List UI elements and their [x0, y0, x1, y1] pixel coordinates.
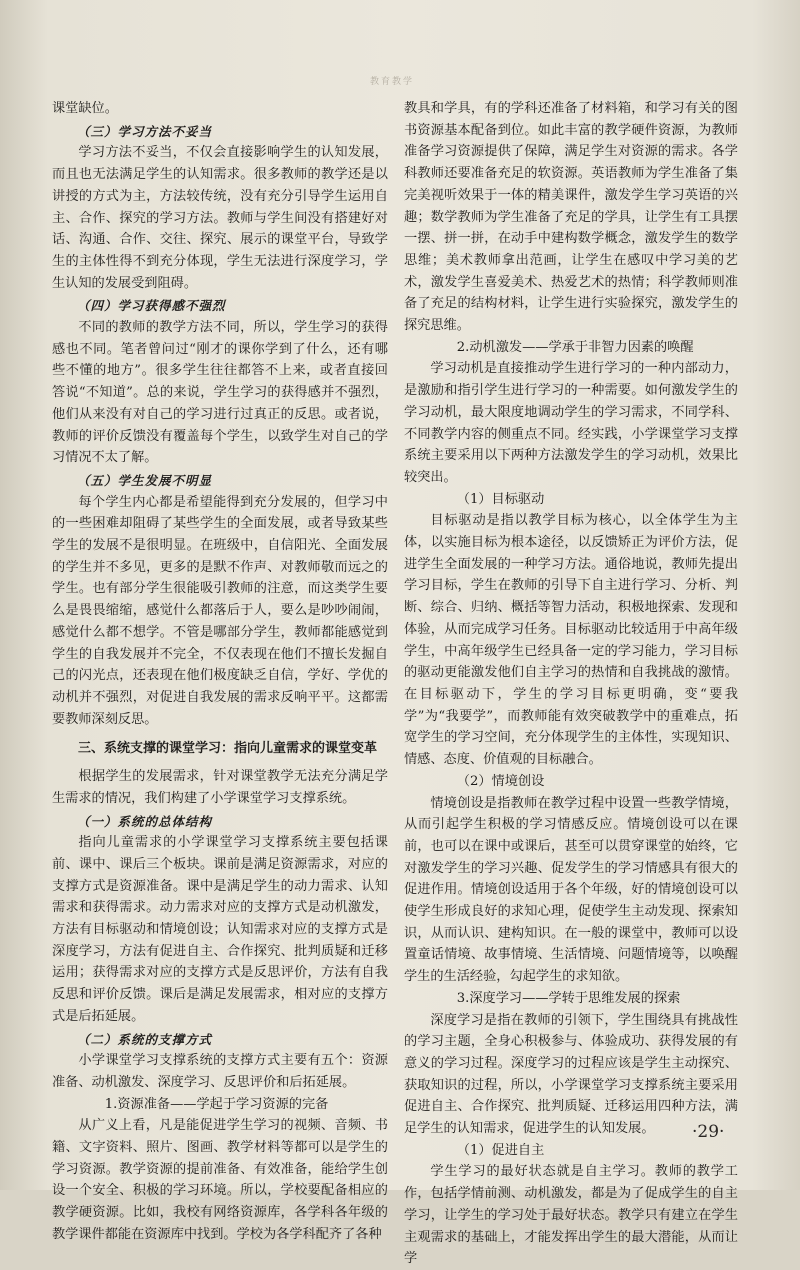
right-column-paragraph: 学习动机是直接推动学生进行学习的一种内部动力，是激励和指引学生进行学习的一种需要。如何激发学生的学习动机，最大限度地调动学生的学习需求，不同学科、不同教学内容的侧重点不同。经实践，小学课堂学习支撑系统主要采用以下两种方法激发学生的学习动机，效果比较突出。 [404, 361, 738, 485]
right-column-paragraph: 深度学习是指在教师的引领下，学生围绕具有挑战性的学习主题，全身心积极参与、体验成功、获得发展的有意义的学习过程。深度学习的过程应该是学生主动探究、获取知识的过程，所以，小学课堂学习支撑系统主要采用促进自主、合作探究、批判质疑、迁移运用四种方法，满足学生的认知需求，促进学生的认知发展。 [404, 1012, 738, 1137]
subsection-heading: （三）学习方法不妥当 [77, 123, 213, 139]
right-column-paragraph: 学生学习的最好状态就是自主学习。教师的教学工作，包括学情前测、动机激发，都是为了促成学生的自主学习，让学生的学习处于最好状态。教学只有建立在学生主观需求的基础上，才能发挥出学生的最大潜能，从而让学 [404, 1164, 738, 1267]
sub-subsection-heading: （2）情境创设 [456, 773, 545, 789]
subsection-heading: （四）学习获得感不强烈 [77, 298, 226, 314]
sub-subsection-heading: （1）促进自主 [456, 1142, 545, 1158]
right-column [404, 98, 738, 1270]
left-column-paragraph: 从广义上看，凡是能促进学生学习的视频、音频、书籍、文字资料、照片、图画、教学材料等都可以是学生的学习资源。教学资源的提前准备、有效准备，能给学生创设一个安全、积极的学习环境。所以，学校要配备相应的教学硬资源。比如，我校有网络资源库，各学科各年级的教学课件都能在资源库中找到。学校为各学科配齐了各种 [52, 1118, 388, 1242]
left-column-paragraph: 指向儿童需求的小学课堂学习支撑系统主要包括课前、课中、课后三个板块。课前是满足资源需求，对应的支撑方式是资源准备。课中是满足学生的动力需求、认知需求和获得需求。动力需求对应的支撑方式是动机激发，方法有目标驱动和情境创设；认知需求对应的支撑方式是深度学习，方法有促进自主、合作探究、批判质疑和迁移运用；获得需求对应的支撑方式是反思评价，方法有自我反思和评价反馈。课后是满足发展需求，相对应的支撑方式是后拓延展。 [52, 835, 388, 1024]
sub-subsection-heading: 2.动机激发——学承于非智力因素的唤醒 [456, 339, 694, 355]
left-column-paragraph: 课堂缺位。 [52, 101, 118, 116]
left-column-paragraph: 根据学生的发展需求，针对课堂教学无法充分满足学生需求的情况，我们构建了小学课堂学习支撑系统。 [52, 769, 388, 806]
subsection-heading: （一）系统的总体结构 [77, 813, 213, 829]
sub-subsection-heading: （1）目标驱动 [456, 491, 545, 507]
right-column-paragraph: 教具和学具，有的学科还准备了材料箱，和学习有关的图书资源基本配备到位。如此丰富的教学硬件资源，为教师准备学习资源提供了保障，满足学生对资源的需求。各学科教师还要准备充足的软资源。英语教师为学生准备了集完美视听效果于一体的精美课件，激发学生学习英语的兴趣；数学教师为学生准备了充足的学具，让学生有工具摆一摆、拼一拼，在动手中建构数学概念，激发学生的数学思维；美术教师拿出范画，让学生在感叹中学习美的艺术，激发学生喜爱美术、热爱艺术的热情；科学教师则准备了充足的结构材料，让学生进行实验探究，激发学生的探究思维。 [404, 101, 738, 334]
sub-subsection-heading: 1.资源准备——学起于学习资源的完备 [104, 1096, 329, 1112]
running-header: 教育教学 [370, 77, 415, 87]
left-column [52, 98, 388, 1246]
left-column-paragraph: 不同的教师的教学方法不同，所以，学生学习的获得感也不同。笔者曾问过“刚才的课你学到了什么，还有哪些不懂的地方”。很多学生往往都答不上来，或者直接回答说“不知道”。总的来说，学生学习的获得感并不强烈，他们从来没有对自己的学习进行过真正的反思。或者说，教师的评价反馈没有覆盖每个学生，以致学生对自己的学习情况不太了解。 [52, 320, 388, 466]
left-column-paragraph: 小学课堂学习支撑系统的支撑方式主要有五个：资源准备、动机激发、深度学习、反思评价和后拓延展。 [52, 1053, 388, 1090]
page-number: ·29· [692, 1122, 725, 1142]
left-column-paragraph: 每个学生内心都是希望能得到充分发展的，但学习中的一些困难却阻碍了某些学生的全面发展，或者导致某些学生的发展不是很明显。在班级中，自信阳光、全面发展的学生并不多见，更多的是默不作声、对教师敬而远之的学生。也有部分学生很能吸引教师的注意，而这类学生要么是畏畏缩缩，感觉什么都落后于人，要么是吵吵闹闹，感觉什么都不想学。不管是哪部分学生，教师都能感觉到学生的自我发展并不完全，不仅表现在他们不擅长发掘自己的闪光点，还表现在他们极度缺乏自信，学好、学优的动机并不强烈，对促进自我发展的需求反响平平。这都需要教师深刻反思。 [52, 494, 388, 727]
subsection-heading: （二）系统的支撑方式 [77, 1031, 213, 1047]
sub-subsection-heading: 3.深度学习——学转于思维发展的探索 [456, 990, 681, 1006]
left-column-paragraph: 学习方法不妥当，不仅会直接影响学生的认知发展，而且也无法满足学生的认知需求。很多教师的教学还是以讲授的方式为主，方法较传统，没有充分引导学生运用自主、合作、探究的学习方法。教师与学生间没有搭建好对话、沟通、合作、交往、探究、展示的课堂平台，导致学生的主体性得不到充分体现，学生无法进行深度学习，学生认知的发展受到阻碍。 [52, 145, 388, 291]
right-column-paragraph: 目标驱动是指以教学目标为核心，以全体学生为主体，以实施目标为根本途径，以反馈矫正为评价方法，促进学生全面发展的一种学习方法。通俗地说，教师先提出学习目标，学生在教师的引导下自主进行学习、分析、判断、综合、归纳、概括等智力活动，积极地探索、发现和体验，从而完成学习任务。目标驱动比较适用于中高年级学生，中高年级学生已经具备一定的学习能力，学习目标的驱动更能激发他们自主学习的热情和自我挑战的激情。在目标驱动下，学生的学习目标更明确，变“要我学”为“我要学”，而教师能有效突破教学中的重难点，拓宽学生的学习空间，充分体现学生的主体性，实现知识、情感、态度、价值观的目标融合。 [404, 513, 738, 768]
subsection-heading: （五）学生发展不明显 [77, 472, 213, 488]
section-heading: 三、系统支撑的课堂学习：指向儿童需求的课堂变革 [78, 741, 378, 757]
right-column-paragraph: 情境创设是指教师在教学过程中设置一些教学情境，从而引起学生积极的学习情感反应。情境创设可以在课前，也可以在课中或课后，甚至可以贯穿课堂的始终，它对激发学生的学习兴趣、促发学生的学习情感具有很大的促进作用。情境创设适用于各个年级，好的情境创设可以使学生形成良好的求知心理，促使学生主动发现、探索知识，从而认识、建构知识。在一般的课堂中，教师可以设置童话情境、故事情境、生活情境、问题情境等，以唤醒学生的生活经验，勾起学生的求知欲。 [404, 795, 738, 985]
